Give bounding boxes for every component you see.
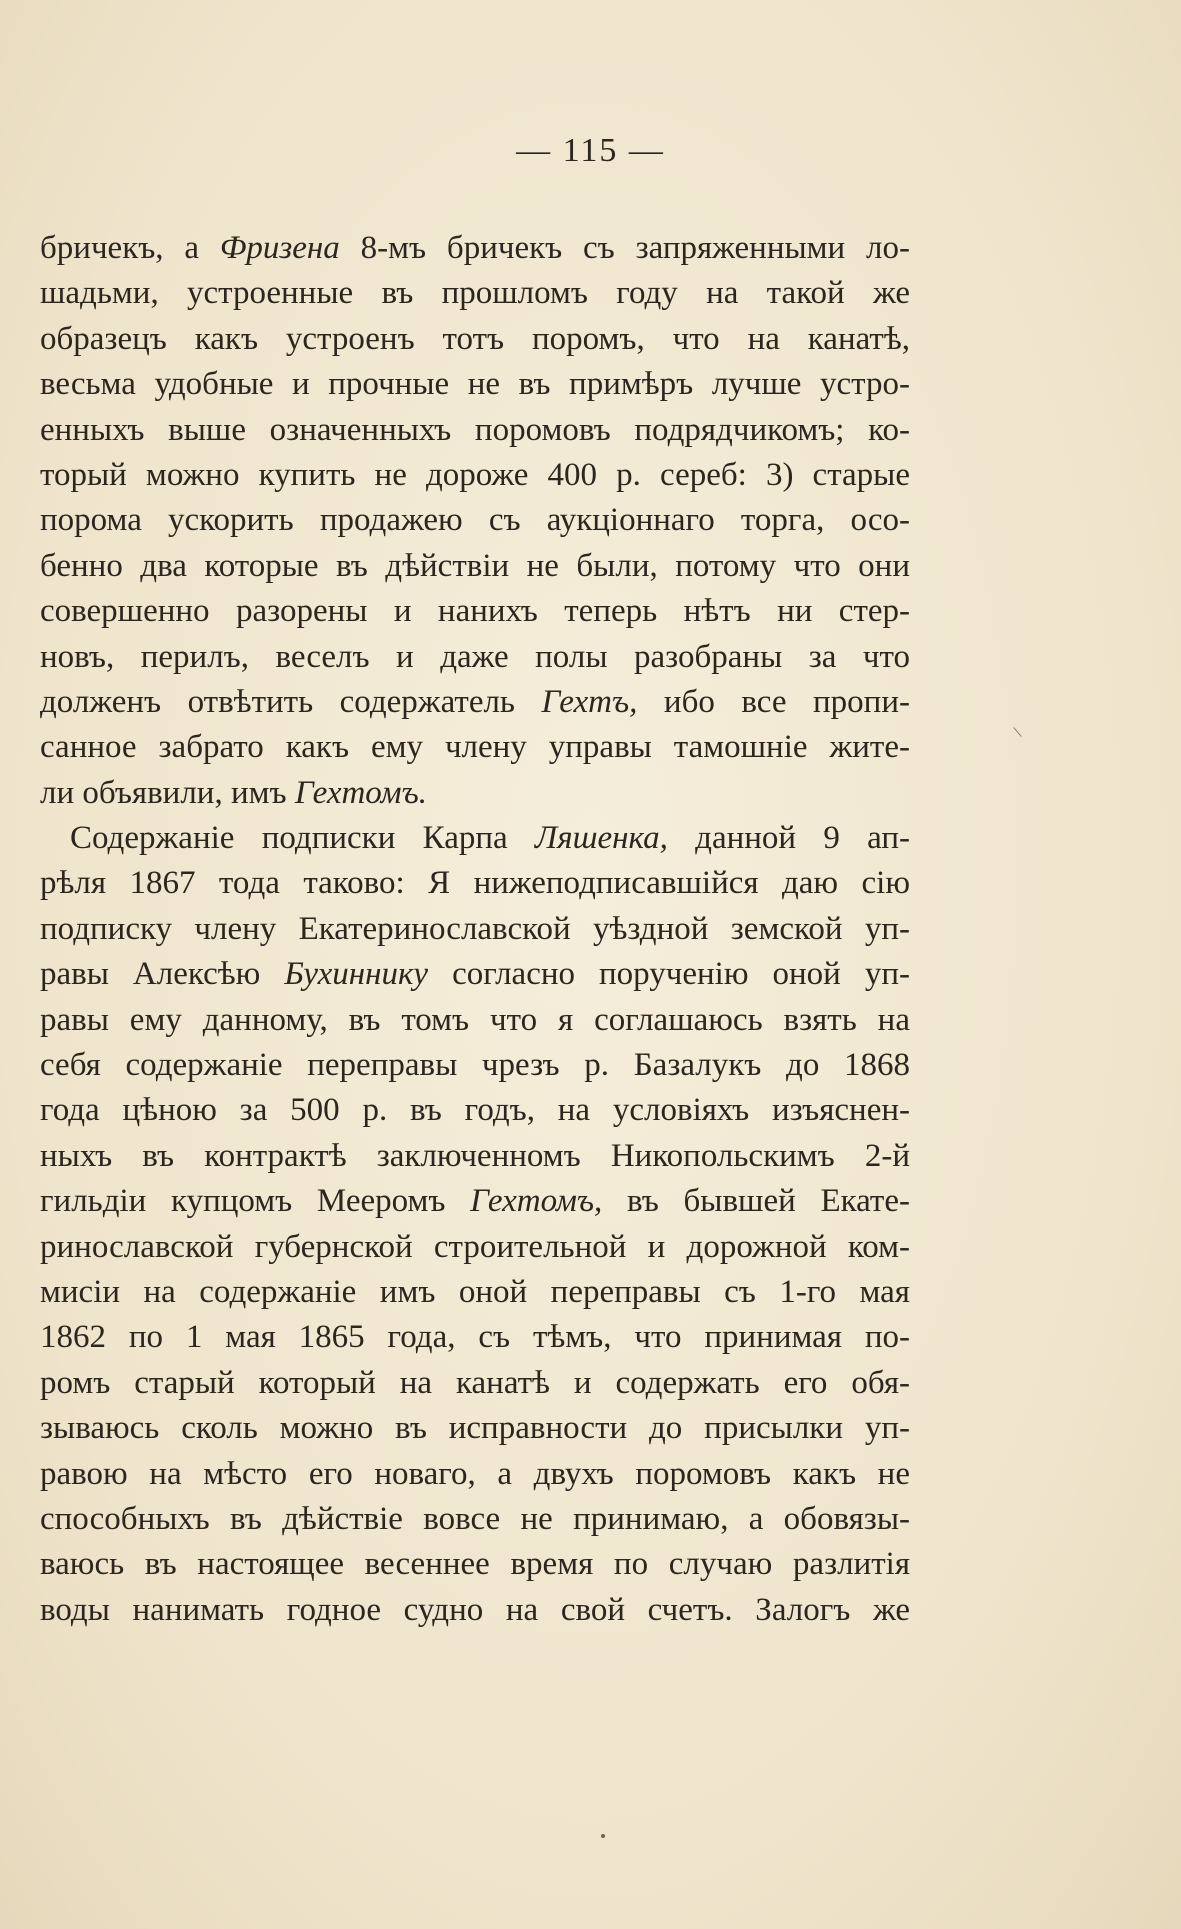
text-segment: зываюсь сколь можно въ исправности до присылки уп-: [40, 1410, 910, 1447]
text-segment: равы Алексѣю: [40, 956, 285, 993]
text-segment: ринославской губернской строительной и дорожной ком-: [40, 1228, 910, 1265]
text-line: [40, 1315, 910, 1360]
text-segment: себя содержаніе переправы чрезъ р. Базалукъ до 1868: [40, 1047, 910, 1084]
text-line: [40, 1361, 910, 1406]
text-line: [40, 271, 910, 316]
text-segment: новъ, перилъ, веселъ и даже полы разобраны за что: [40, 638, 910, 675]
italic-name: Гехтъ,: [541, 683, 638, 720]
text-line: [40, 1179, 910, 1224]
text-line: [40, 1225, 910, 1270]
text-segment: года цѣною за 500 р. въ годъ, на условіяхъ изъяснен-: [40, 1092, 910, 1129]
page-number: — 115 —: [516, 132, 665, 169]
text-line: [40, 453, 910, 498]
text-segment: равы ему данному, въ томъ что я соглашаюсь взять на: [40, 1001, 910, 1038]
text-segment: воды нанимать годное судно на свой счетъ. Залогъ же: [40, 1591, 910, 1628]
text-line: [40, 998, 910, 1043]
text-segment: гильдіи купцомъ Мееромъ: [40, 1183, 471, 1220]
text-segment: ли объявили, имъ: [40, 774, 295, 811]
text-segment: торый можно купить не дороже 400 р. сереб: 3) старые: [40, 456, 910, 493]
text-line: [40, 226, 910, 271]
text-line: [40, 771, 910, 816]
text-segment: рѣля 1867 тода таково: Я нижеподписавшійся даю сію: [40, 865, 910, 902]
text-segment: 8-мъ бричекъ съ запряженными ло-: [339, 230, 910, 266]
text-line: [40, 1270, 910, 1315]
text-segment: Содержаніе подписки Карпа: [70, 820, 535, 857]
text-segment: данной 9 ап-: [667, 820, 910, 857]
text-segment: ныхъ въ контрактѣ заключенномъ Никопольскимъ 2-й: [40, 1137, 910, 1174]
text-line: [40, 816, 910, 861]
text-line: [40, 1588, 910, 1633]
text-segment: согласно порученію оной уп-: [428, 956, 910, 993]
text-line: [40, 635, 910, 680]
italic-name: Гехтомъ.: [294, 774, 427, 811]
page-mark: [1013, 727, 1021, 737]
text-line: [40, 317, 910, 362]
text-line: [40, 952, 910, 997]
text-segment: долженъ отвѣтить содержатель: [40, 683, 542, 720]
text-segment: равою на мѣсто его новаго, а двухъ поромовъ какъ не: [40, 1455, 910, 1492]
text-line: [40, 1088, 910, 1133]
text-segment: бричекъ, а: [40, 230, 220, 266]
text-segment: способныхъ въ дѣйствіе вовсе не принимаю, а обовязы-: [40, 1500, 910, 1537]
text-segment: въ бывшей Екате-: [602, 1183, 910, 1220]
text-segment: ромъ старый который на канатѣ и содержать его обя-: [40, 1364, 910, 1401]
italic-name: Фризена: [219, 230, 340, 266]
text-segment: ваюсь въ настоящее весеннее время по случаю разлитія: [40, 1546, 910, 1583]
text-segment: весьма удобные и прочные не въ примѣръ лучше устро-: [40, 366, 910, 403]
text-segment: совершенно разорены и нанихъ теперь нѣтъ ни стер-: [40, 593, 910, 630]
text-line: [40, 408, 910, 453]
text-segment: санное забрато какъ ему члену управы тамошніе жите-: [40, 729, 910, 766]
text-line: [40, 544, 910, 589]
text-line: [40, 861, 910, 906]
text-line: [40, 589, 910, 634]
text-segment: мисіи на содержаніе имъ оной переправы съ 1-го мая: [40, 1273, 910, 1310]
text-line: [40, 907, 910, 952]
text-segment: енныхъ выше означенныхъ поромовъ подрядчикомъ; ко-: [40, 411, 910, 448]
text-line: [40, 1043, 910, 1088]
text-line: [40, 1542, 910, 1587]
text-line: [40, 498, 910, 543]
text-segment: 1862 по 1 мая 1865 года, съ тѣмъ, что принимая по-: [40, 1319, 910, 1356]
italic-name: Ляшенка,: [534, 820, 668, 857]
ink-dot: [601, 1834, 605, 1838]
text-line: [40, 362, 910, 407]
text-segment: шадьми, устроенные въ прошломъ году на такой же: [40, 275, 910, 312]
text-line: [40, 1134, 910, 1179]
text-line: [40, 1406, 910, 1451]
text-segment: бенно два которые въ дѣйствіи не были, потому что они: [40, 547, 910, 584]
italic-name: Бухиннику: [284, 956, 429, 993]
text-segment: порома ускорить продажею съ аукціоннаго торга, осо-: [40, 502, 910, 539]
text-segment: ибо все пропи-: [637, 683, 910, 720]
text-line: [40, 1497, 910, 1542]
body-text: [40, 226, 910, 1633]
text-line: [40, 725, 910, 770]
italic-name: Гехтомъ,: [470, 1183, 603, 1220]
text-segment: образецъ какъ устроенъ тотъ поромъ, что на канатѣ,: [40, 320, 910, 357]
text-line: [40, 680, 910, 725]
text-segment: подписку члену Екатеринославской уѣздной земской уп-: [40, 910, 910, 947]
text-line: [40, 1452, 910, 1497]
